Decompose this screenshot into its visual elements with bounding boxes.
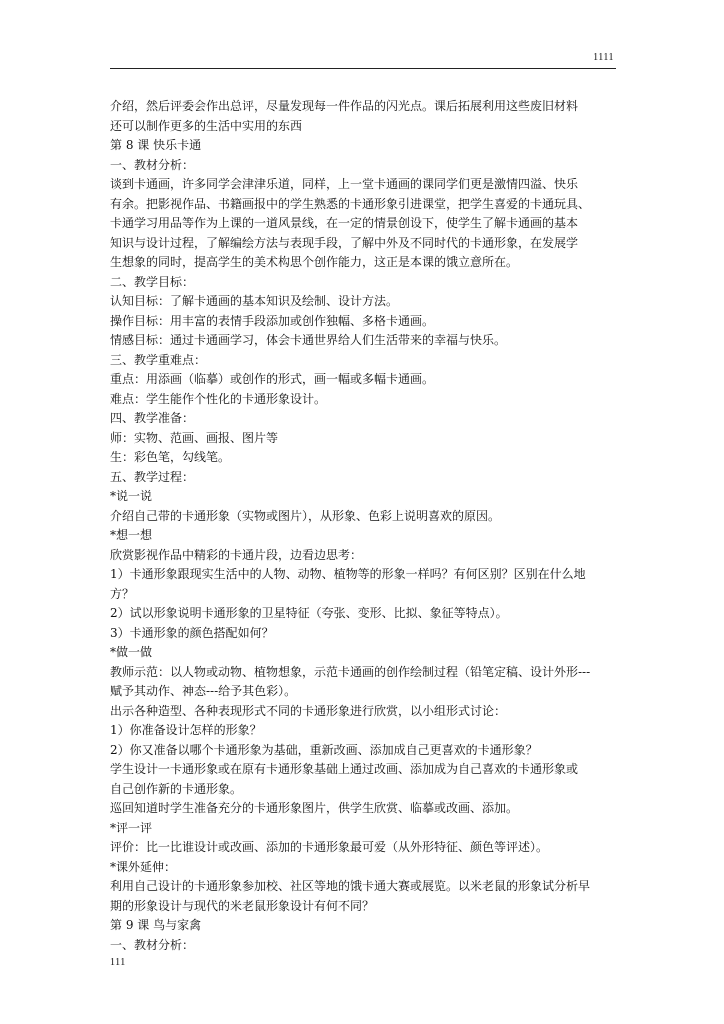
text-line: 自己创作新的卡通形象。 (110, 781, 243, 796)
text-line: 生想象的同时，提高学生的美术构思个创作能力，这正是本课的饿立意所在。 (110, 255, 519, 269)
text-line: 还可以制作更多的生活中实用的东西 (110, 118, 303, 133)
text-line: *评一评 (110, 820, 153, 835)
text-line: 1）卡通形象跟现实生活中的人物、动物、植物等的形象一样吗？有何区别？区别在什么地 (110, 567, 586, 581)
text-line: 介绍自己带的卡通形象（实物或图片），从形象、色彩上说明喜欢的原因。 (110, 508, 501, 523)
text-line: 评价：比一比谁设计或改画、添加的卡通形象最可爱（从外形特征、颜色等评述）。 (110, 840, 549, 854)
text-line: 二、教学目标： (110, 274, 195, 289)
text-line: 操作目标：用丰富的表情手段添加或创作独幅、多格卡通画。 (110, 313, 435, 328)
text-line: 2）你又准备以哪个卡通形象为基础，重新改画、添加成自己更喜欢的卡通形象？ (110, 742, 538, 757)
text-line: 期的形象设计与现代的米老鼠形象设计有何不同？ (110, 898, 375, 913)
text-line: 出示各种造型、各种表现形式不同的卡通形象进行欣赏，以小组形式讨论： (110, 703, 507, 718)
text-line: 一、教材分析： (110, 937, 195, 952)
text-line: 认知目标：了解卡通画的基本知识及绘制、设计方法。 (110, 294, 399, 308)
text-line: 卡通学习用品等作为上课的一道风景线，在一定的情景创设下，使学生了解卡通画的基本 (110, 216, 579, 230)
text-line: 教师示范：以人物或动物、植物想象，示范卡通画的创作绘制过程（铅笔定稿、设计外形--- (110, 664, 591, 679)
text-line: 第 9 课 鸟与家禽 (110, 918, 202, 932)
header-rule (110, 68, 616, 69)
text-line: 重点：用添画（临摹）或创作的形式，画一幅或多幅卡通画。 (110, 372, 435, 386)
text-line: 赋予其动作、神态---给予其色彩）。 (110, 684, 297, 698)
text-line: 三、教学重难点： (110, 352, 207, 367)
header-page-number: 1111 (593, 52, 614, 63)
text-line: *想一想 (110, 528, 153, 542)
text-line: 师：实物、范画、画报、图片等 (110, 430, 279, 445)
footer-page-number: 111 (110, 957, 126, 968)
text-line: 谈到卡通画，许多同学会津津乐道，同样，上一堂卡通画的课同学们更是激情四溢、快乐 (110, 177, 579, 191)
text-line: 情感目标：通过卡通画学习，体会卡通世界给人们生活带来的幸福与快乐。 (110, 333, 507, 347)
text-line: *课外延伸： (110, 859, 177, 874)
text-line: 介绍，然后评委会作出总评，尽量发现每一件作品的闪光点。课后拓展利用这些废旧材料 (110, 99, 579, 113)
text-line: *说一说 (110, 489, 153, 503)
text-line: 利用自己设计的卡通形象参加校、社区等地的饿卡通大赛或展览。以米老鼠的形象试分析早 (110, 879, 591, 893)
document-body (110, 97, 616, 955)
text-line: 2）试以形象说明卡通形象的卫星特征（夸张、变形、比拟、象征等特点）。 (110, 606, 508, 620)
text-line: 难点：学生能作个性化的卡通形象设计。 (110, 391, 327, 406)
text-line: *做一做 (110, 645, 153, 659)
text-line: 方？ (110, 586, 135, 601)
text-line: 欣赏影视作品中精彩的卡通片段，边看边思考： (110, 547, 363, 562)
text-line: 巡回知道时学生准备充分的卡通形象图片，供学生欣赏、临摹或改画、添加。 (110, 801, 519, 815)
text-line: 第 8 课 快乐卡通 (110, 138, 202, 152)
text-line: 知识与设计过程，了解编绘方法与表现手段，了解中外及不同时代的卡通形象，在发展学 (110, 235, 579, 250)
text-line: 1）你准备设计怎样的形象？ (110, 723, 262, 737)
text-line: 一、教材分析： (110, 157, 195, 172)
text-line: 生：彩色笔，勾线笔。 (110, 450, 231, 464)
text-line: 有余。把影视作品、书籍画报中的学生熟悉的卡通形象引进课堂，把学生喜爱的卡通玩具、 (110, 196, 591, 211)
text-line: 3）卡通形象的颜色搭配如何？ (110, 625, 274, 640)
text-line: 五、教学过程： (110, 469, 195, 484)
text-line: 四、教学准备： (110, 411, 195, 425)
text-line: 学生设计一卡通形象或在原有卡通形象基础上通过改画、添加成为自己喜欢的卡通形象或 (110, 762, 579, 776)
